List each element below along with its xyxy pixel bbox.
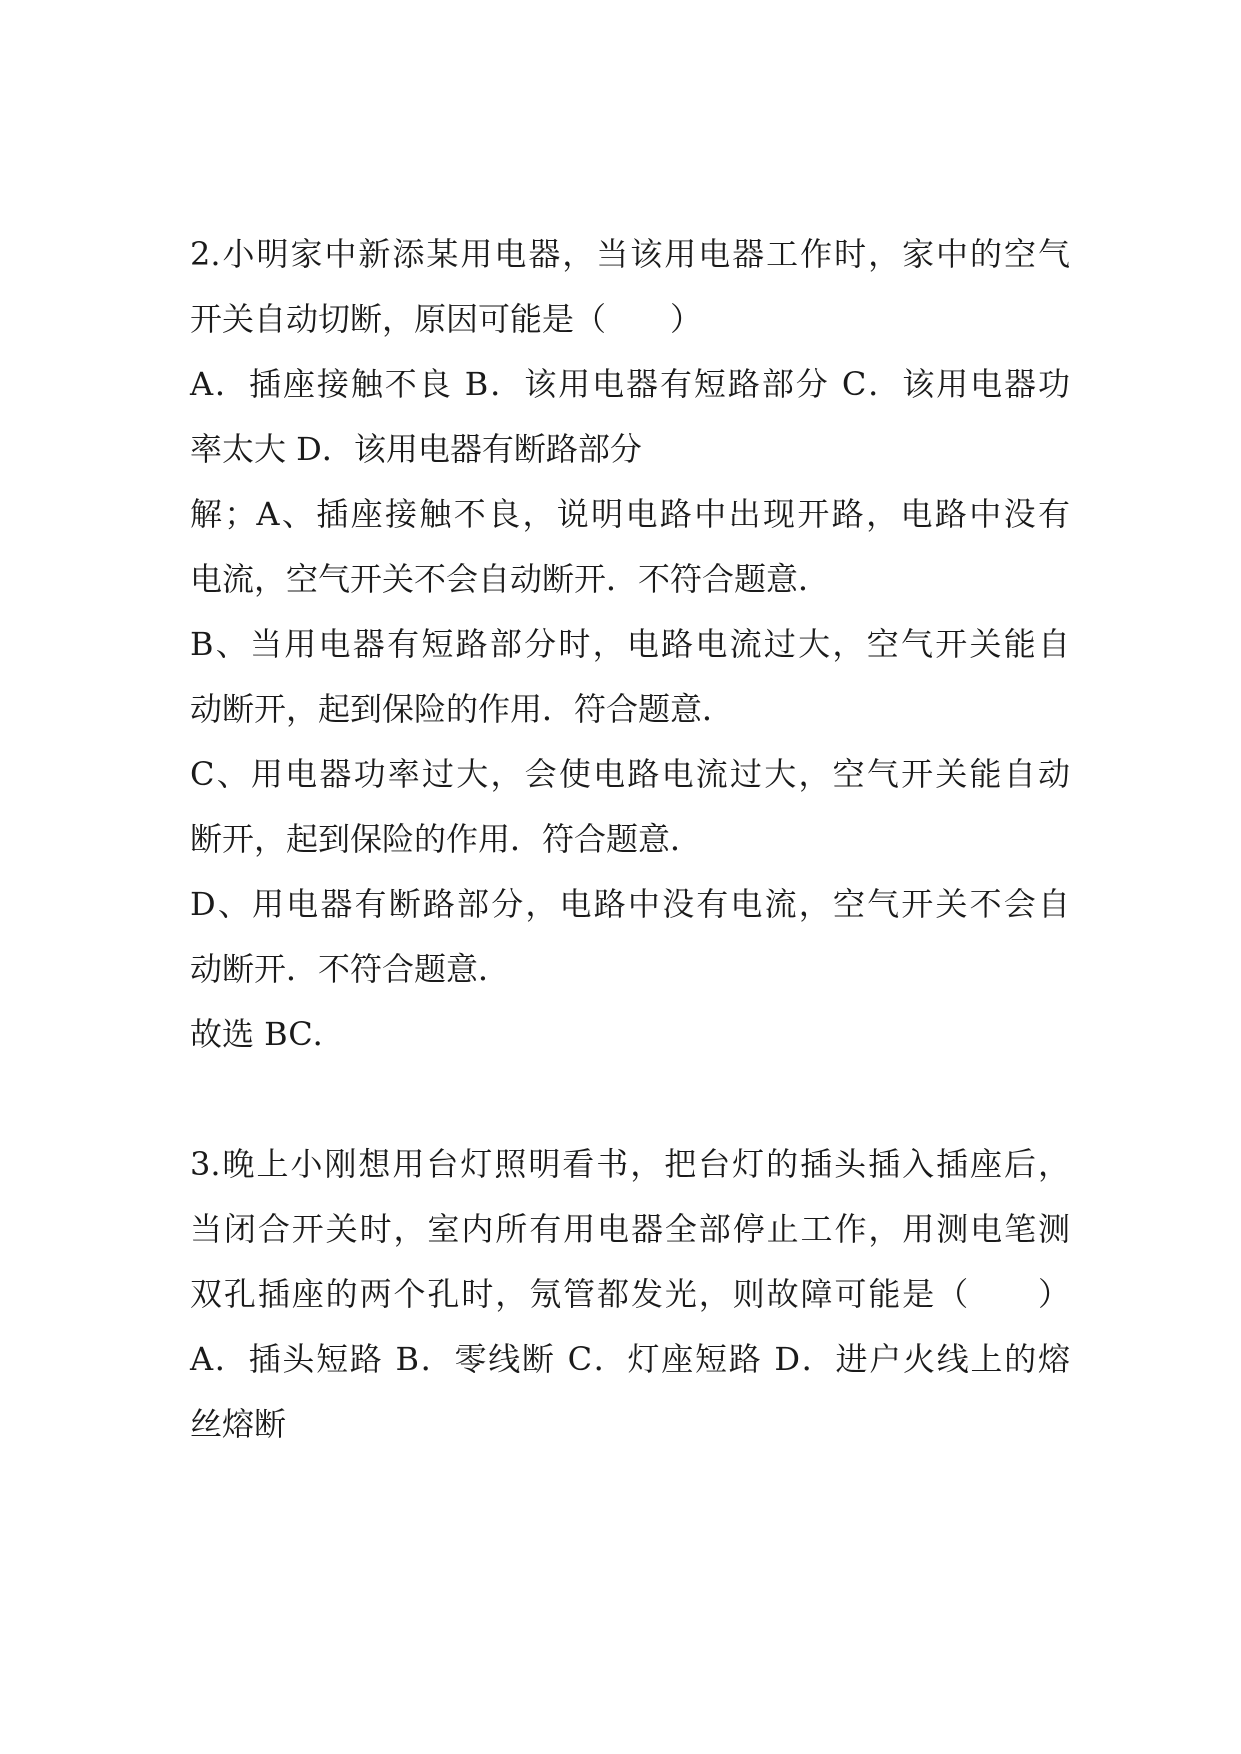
question-2-stem: 开关自动切断，原因可能是（ ） bbox=[190, 300, 703, 338]
question-2-options: A．插座接触不良 B．该用电器有短路部分 C．该用电器功 bbox=[190, 365, 1070, 403]
question-2-solution: D、用电器有断路部分，电路中没有电流，空气开关不会自 bbox=[190, 885, 1070, 923]
question-3 bbox=[190, 1132, 1070, 1457]
question-3-stem: 当闭合开关时，室内所有用电器全部停止工作，用测电笔测 bbox=[190, 1210, 1070, 1248]
question-2 bbox=[190, 222, 1070, 1067]
document-content bbox=[190, 222, 1070, 1457]
question-2-solution: 电流，空气开关不会自动断开．不符合题意． bbox=[190, 560, 831, 598]
question-2-solution: C、用电器功率过大，会使电路电流过大，空气开关能自动 bbox=[190, 755, 1070, 793]
question-2-solution: 动断开．不符合题意． bbox=[190, 950, 511, 988]
question-2-stem: 2.小明家中新添某用电器，当该用电器工作时，家中的空气 bbox=[190, 235, 1070, 273]
question-2-solution: 动断开，起到保险的作用．符合题意． bbox=[190, 690, 735, 728]
question-3-options: A．插头短路 B．零线断 C．灯座短路 D．进户火线上的熔 bbox=[190, 1340, 1070, 1378]
question-2-solution: 断开，起到保险的作用．符合题意． bbox=[190, 820, 703, 858]
question-2-solution: 解；A、插座接触不良，说明电路中出现开路，电路中没有 bbox=[190, 495, 1070, 533]
question-3-options: 丝熔断 bbox=[190, 1405, 287, 1443]
question-3-stem: 3.晚上小刚想用台灯照明看书，把台灯的插头插入插座后， bbox=[190, 1145, 1070, 1183]
question-2-answer: 故选 BC． bbox=[190, 1015, 345, 1053]
question-2-solution: B、当用电器有短路部分时，电路电流过大，空气开关能自 bbox=[190, 625, 1070, 663]
question-3-stem: 双孔插座的两个孔时，氖管都发光，则故障可能是（ ） bbox=[190, 1275, 1070, 1313]
question-divider bbox=[190, 1067, 1070, 1132]
question-2-options: 率太大 D．该用电器有断路部分 bbox=[190, 430, 642, 468]
